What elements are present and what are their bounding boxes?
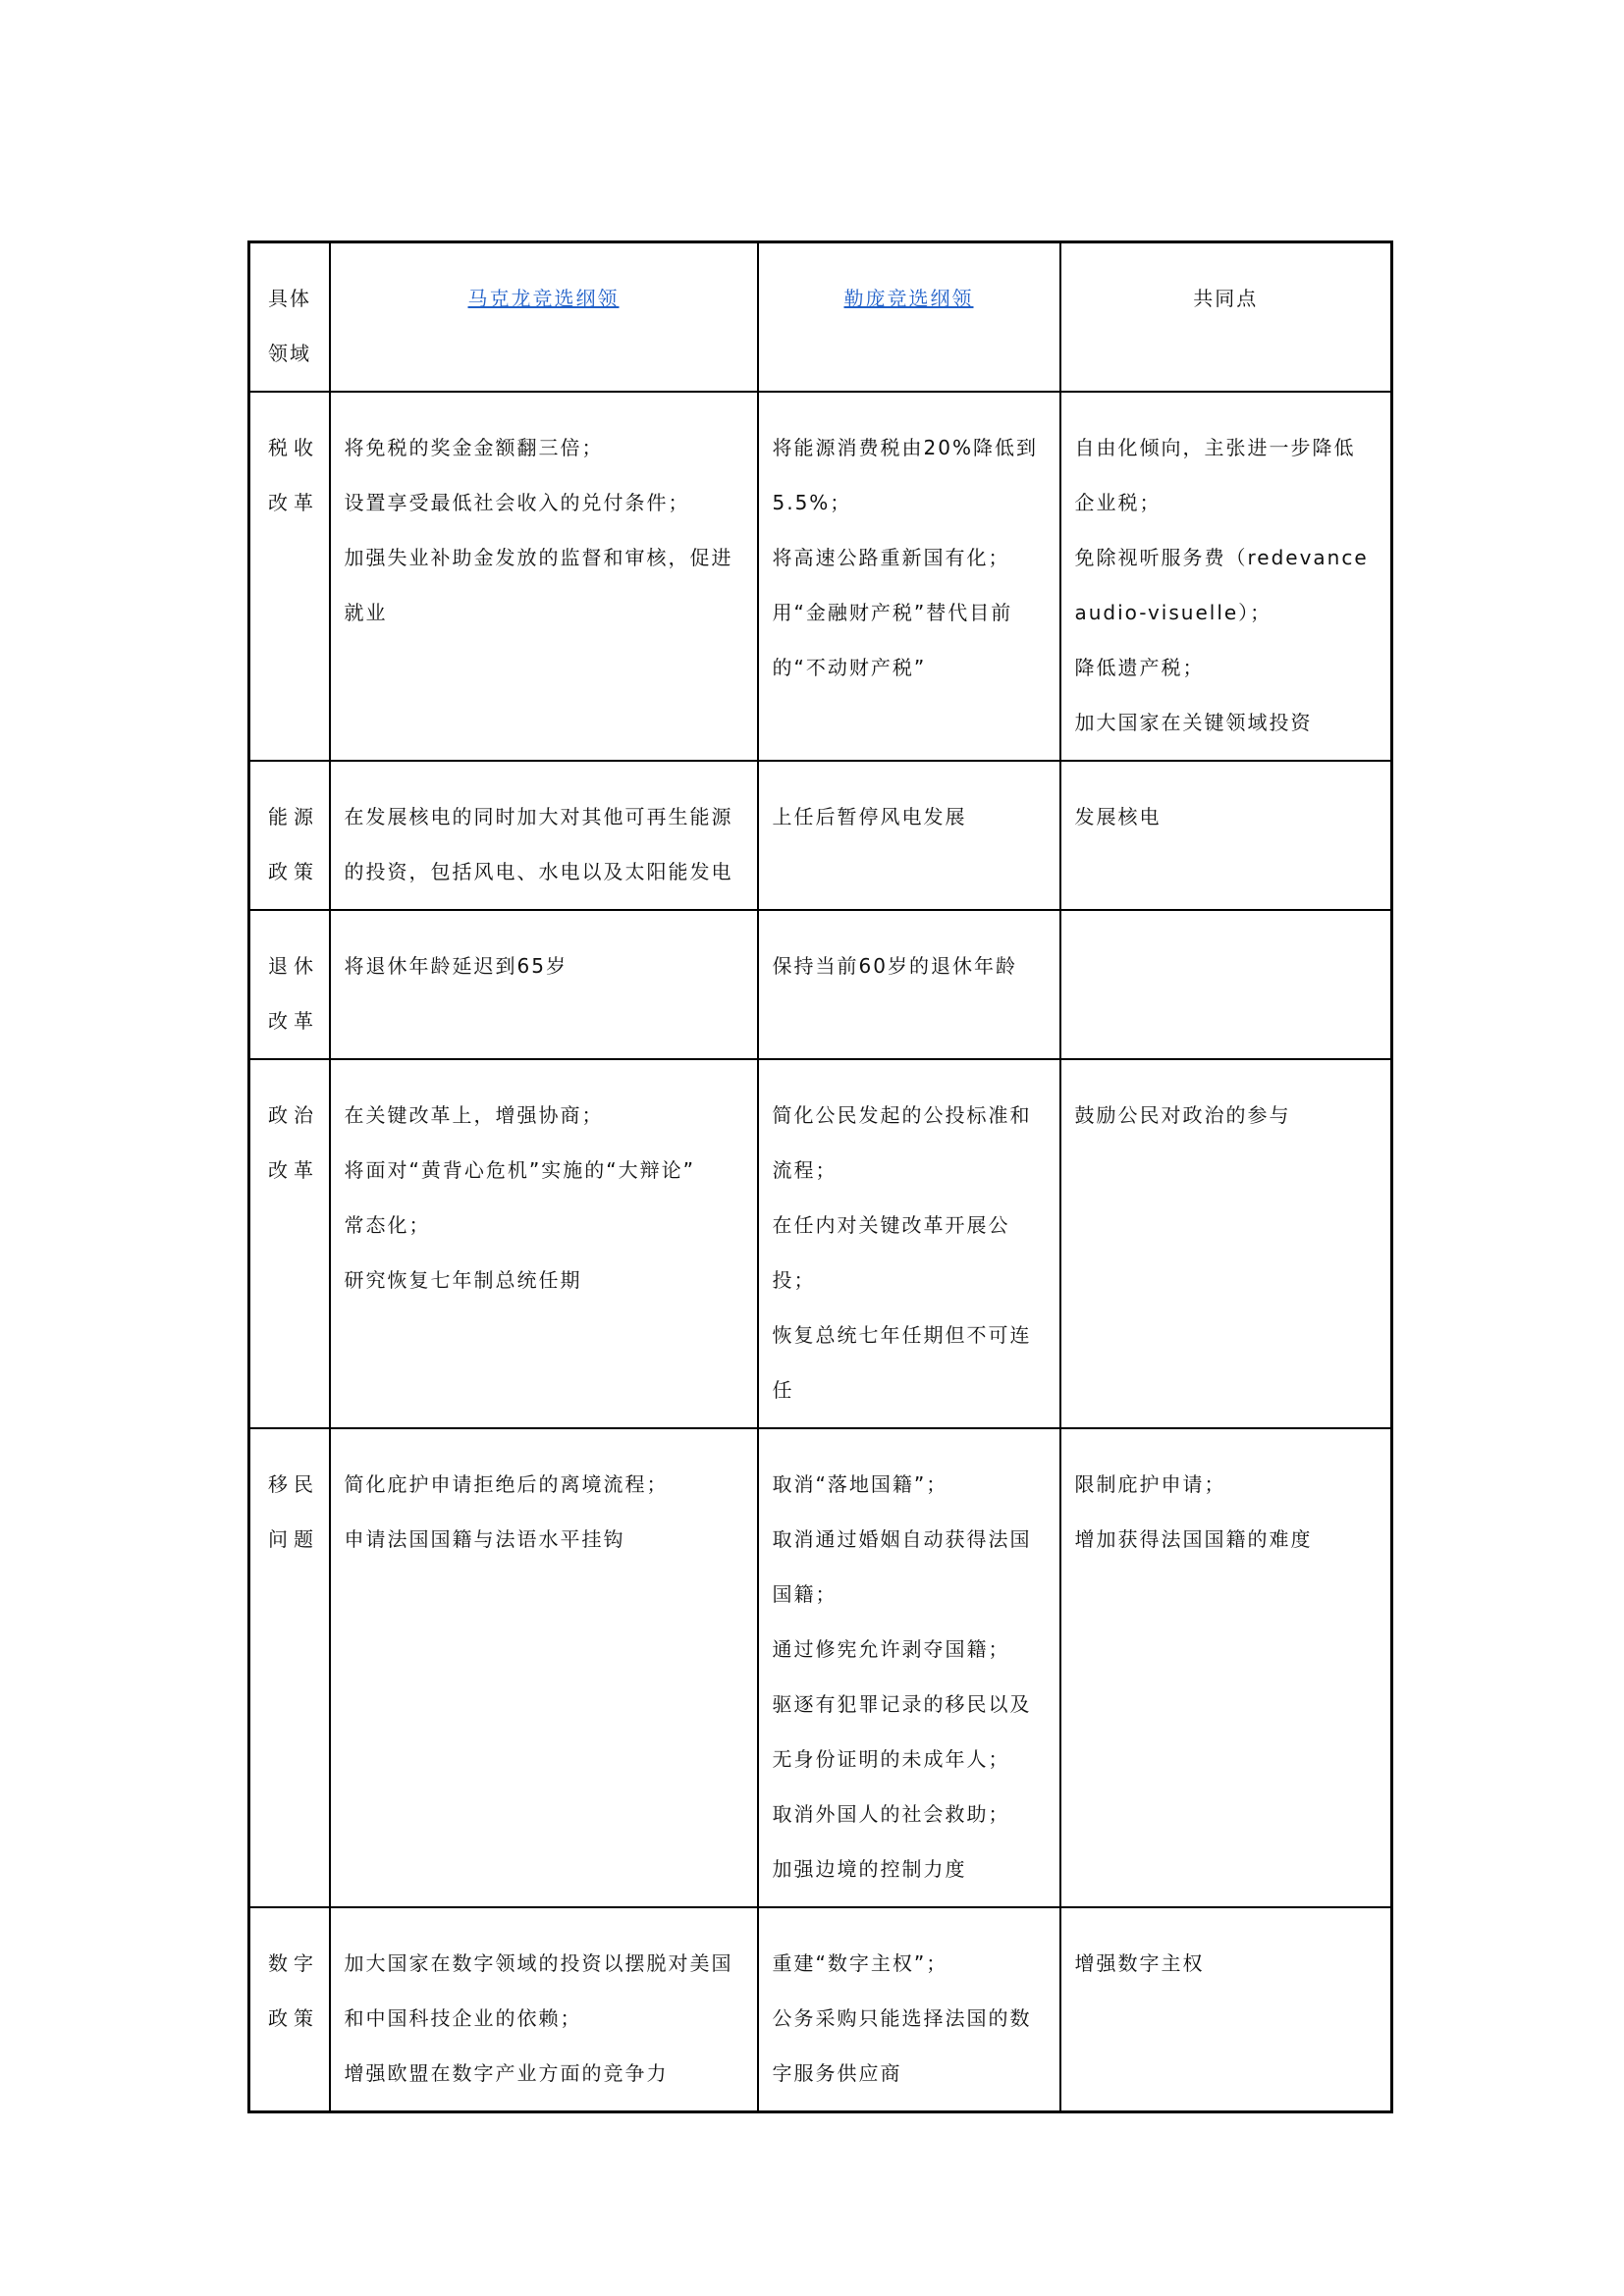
- common-text-line: 免除视听服务费（redevance: [1074, 546, 1369, 569]
- lepen-text-line: 的“不动财产税”: [772, 656, 927, 679]
- common-text-line: 发展核电: [1074, 805, 1162, 828]
- lepen-text-line: 流程；: [772, 1158, 838, 1182]
- header-domain-cell: [249, 242, 330, 393]
- lepen-text-line: 无身份证明的未成年人；: [772, 1747, 1010, 1771]
- header-common-cell: [1060, 242, 1392, 393]
- macron-text-line: 在发展核电的同时加大对其他可再生能源: [344, 805, 733, 828]
- common-cell: [1060, 392, 1392, 761]
- lepen-text-line: 公务采购只能选择法国的数: [772, 2006, 1032, 2030]
- lepen-text-line: 保持当前60岁的退休年龄: [772, 954, 1017, 978]
- common-text-line: 加大国家在关键领域投资: [1074, 711, 1313, 734]
- domain-line: 改革: [268, 1158, 319, 1182]
- lepen-text-line: 取消“落地国籍”；: [772, 1472, 948, 1496]
- lepen-text-line: 字服务供应商: [772, 2061, 902, 2085]
- common-cell: [1060, 1907, 1392, 2112]
- platform-comparison-table: [247, 240, 1393, 2113]
- lepen-text-line: 重建“数字主权”；: [772, 1951, 948, 1975]
- macron-cell: [330, 392, 758, 761]
- lepen-text-line: 5.5%；: [772, 491, 852, 514]
- common-cell: [1060, 910, 1392, 1059]
- lepen-text-line: 取消外国人的社会救助；: [772, 1802, 1010, 1826]
- header-domain-line: 领域: [268, 342, 311, 365]
- macron-text-line: 将面对“黄背心危机”实施的“大辩论”: [344, 1158, 695, 1182]
- macron-text-line: 和中国科技企业的依赖；: [344, 2006, 582, 2030]
- lepen-text-line: 驱逐有犯罪记录的移民以及: [772, 1692, 1032, 1716]
- lepen-cell: [758, 1907, 1060, 2112]
- domain-cell: [249, 910, 330, 1059]
- header-macron-cell: [330, 242, 758, 393]
- table-row: [249, 392, 1392, 761]
- macron-text-line: 在关键改革上，增强协商；: [344, 1103, 604, 1127]
- macron-cell: [330, 1059, 758, 1428]
- common-text-line: 降低遗产税；: [1074, 656, 1205, 679]
- table-row: [249, 761, 1392, 910]
- lepen-text-line: 在任内对关键改革开展公: [772, 1213, 1010, 1237]
- table-row: [249, 1428, 1392, 1907]
- macron-text-line: 加强失业补助金发放的监督和审核，促进: [344, 546, 733, 569]
- common-text-line: audio-visuelle）；: [1074, 601, 1272, 624]
- macron-cell: [330, 1428, 758, 1907]
- lepen-cell: [758, 910, 1060, 1059]
- lepen-cell: [758, 392, 1060, 761]
- lepen-text-line: 上任后暂停风电发展: [772, 805, 967, 828]
- domain-line: 能源: [268, 805, 319, 828]
- lepen-text-line: 将高速公路重新国有化；: [772, 546, 1010, 569]
- lepen-cell: [758, 1059, 1060, 1428]
- lepen-text-line: 将能源消费税由20%降低到: [772, 436, 1038, 459]
- common-text-line: 限制庇护申请；: [1074, 1472, 1226, 1496]
- lepen-text-line: 任: [772, 1378, 794, 1402]
- lepen-text-line: 国籍；: [772, 1582, 838, 1606]
- macron-cell: [330, 910, 758, 1059]
- lepen-cell: [758, 761, 1060, 910]
- domain-cell: [249, 1428, 330, 1907]
- table-row: [249, 1059, 1392, 1428]
- macron-text-line: 申请法国国籍与法语水平挂钩: [344, 1527, 625, 1551]
- macron-text-line: 设置享受最低社会收入的兑付条件；: [344, 491, 690, 514]
- domain-line: 税收: [268, 436, 319, 459]
- domain-cell: [249, 761, 330, 910]
- macron-text-line: 的投资，包括风电、水电以及太阳能发电: [344, 860, 733, 883]
- lepen-text-line: 恢复总统七年任期但不可连: [772, 1323, 1032, 1347]
- header-domain-line: 具体: [268, 287, 311, 310]
- lepen-text-line: 用“金融财产税”替代目前: [772, 601, 1013, 624]
- common-cell: [1060, 1059, 1392, 1428]
- domain-line: 政策: [268, 860, 319, 883]
- domain-line: 退休: [268, 954, 319, 978]
- common-text-line: 鼓励公民对政治的参与: [1074, 1103, 1291, 1127]
- macron-text-line: 常态化；: [344, 1213, 431, 1237]
- macron-cell: [330, 1907, 758, 2112]
- macron-text-line: 加大国家在数字领域的投资以摆脱对美国: [344, 1951, 733, 1975]
- common-text-line: 自由化倾向，主张进一步降低: [1074, 436, 1356, 459]
- table-row: [249, 1907, 1392, 2112]
- lepen-platform-link[interactable]: 勒庞竞选纲领: [843, 287, 974, 310]
- domain-line: 改革: [268, 1009, 319, 1033]
- domain-line: 问题: [268, 1527, 319, 1551]
- common-text-line: 企业税；: [1074, 491, 1162, 514]
- macron-text-line: 将退休年龄延迟到65岁: [344, 954, 568, 978]
- lepen-text-line: 投；: [772, 1268, 816, 1292]
- header-lepen-cell: [758, 242, 1060, 393]
- domain-line: 改革: [268, 491, 319, 514]
- lepen-text-line: 取消通过婚姻自动获得法国: [772, 1527, 1032, 1551]
- macron-platform-link[interactable]: 马克龙竞选纲领: [467, 287, 620, 310]
- common-text-line: 增强数字主权: [1074, 1951, 1205, 1975]
- macron-cell: [330, 761, 758, 910]
- lepen-cell: [758, 1428, 1060, 1907]
- macron-text-line: 研究恢复七年制总统任期: [344, 1268, 582, 1292]
- macron-text-line: 将免税的奖金金额翻三倍；: [344, 436, 604, 459]
- domain-cell: [249, 1907, 330, 2112]
- domain-line: 政治: [268, 1103, 319, 1127]
- table-row: [249, 910, 1392, 1059]
- lepen-text-line: 简化公民发起的公投标准和: [772, 1103, 1032, 1127]
- macron-text-line: 就业: [344, 601, 388, 624]
- header-common-label: 共同点: [1193, 287, 1259, 310]
- domain-line: 移民: [268, 1472, 319, 1496]
- lepen-text-line: 加强边境的控制力度: [772, 1857, 967, 1881]
- domain-cell: [249, 392, 330, 761]
- common-cell: [1060, 761, 1392, 910]
- macron-text-line: 简化庇护申请拒绝后的离境流程；: [344, 1472, 669, 1496]
- domain-line: 政策: [268, 2006, 319, 2030]
- lepen-text-line: 通过修宪允许剥夺国籍；: [772, 1637, 1010, 1661]
- table-header-row: [249, 242, 1392, 393]
- common-text-line: 增加获得法国国籍的难度: [1074, 1527, 1313, 1551]
- domain-cell: [249, 1059, 330, 1428]
- macron-text-line: 增强欧盟在数字产业方面的竞争力: [344, 2061, 669, 2085]
- common-cell: [1060, 1428, 1392, 1907]
- domain-line: 数字: [268, 1951, 319, 1975]
